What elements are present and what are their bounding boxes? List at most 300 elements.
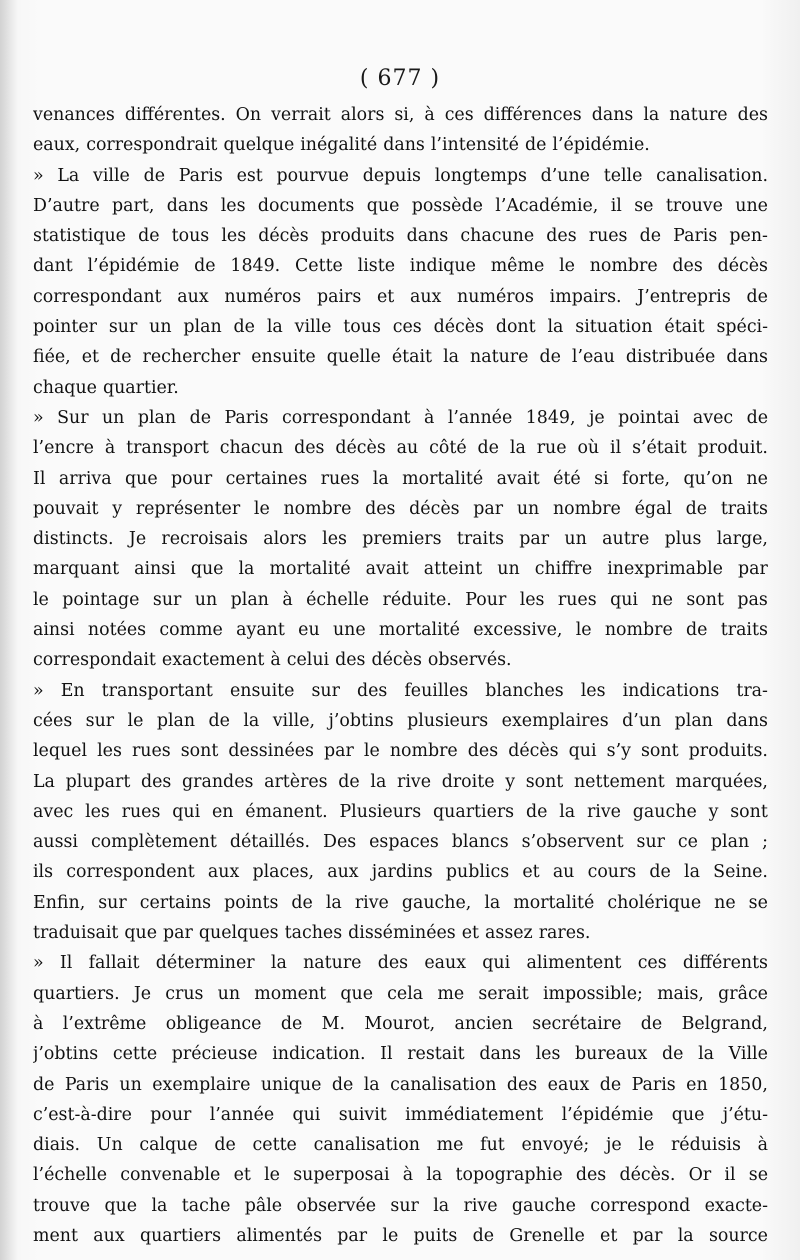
word: de (214, 1135, 236, 1156)
word: rive (463, 1195, 498, 1216)
word: ce (677, 832, 698, 853)
text-line (33, 767, 768, 797)
text-line (33, 100, 768, 130)
word: suivit (338, 1104, 387, 1125)
word: nature (669, 105, 728, 125)
word: qui (568, 741, 597, 762)
text-line (33, 433, 768, 463)
word: situation (575, 317, 653, 338)
word: à (104, 438, 116, 459)
word: le (264, 1165, 280, 1186)
word: » (33, 165, 44, 186)
word: plan (710, 832, 750, 853)
word: topographie (455, 1165, 563, 1186)
word: de (189, 407, 211, 428)
word: décès (508, 741, 559, 762)
word: qui (292, 1104, 321, 1125)
word: en (211, 801, 234, 822)
word: aux (177, 286, 209, 307)
word: j’obtins (33, 1044, 99, 1065)
word: des (335, 650, 366, 671)
word: complètement (90, 832, 217, 853)
word: » (33, 407, 44, 428)
word: arriva (58, 468, 112, 489)
word: Il (33, 468, 46, 489)
word: que (671, 1104, 705, 1125)
word: de (280, 1013, 303, 1034)
word: un (217, 983, 241, 1004)
word: On (235, 105, 262, 125)
word: Cette (294, 256, 343, 277)
word: tache (181, 1195, 231, 1216)
word: sur (108, 317, 138, 338)
word: de (143, 165, 166, 186)
word: exacte- (704, 1195, 768, 1216)
word: de (599, 1074, 622, 1095)
word: avait (496, 468, 540, 489)
word: secrétaire (532, 1013, 622, 1034)
word: différentes. (124, 105, 226, 125)
word: fiée, (33, 347, 71, 368)
word: sont (525, 771, 564, 792)
word: les (97, 741, 122, 762)
word: des (377, 953, 409, 974)
word: la (426, 1165, 443, 1186)
text-line (33, 585, 768, 615)
word: artères (264, 771, 328, 792)
word: et (600, 1225, 618, 1246)
word: par (519, 529, 550, 550)
word: de (661, 1044, 684, 1065)
word: gauche (511, 1195, 576, 1216)
word: part, (112, 195, 155, 216)
word: plan (156, 710, 196, 731)
word: » (33, 680, 44, 701)
text-line (33, 373, 768, 403)
word: il (724, 1165, 736, 1186)
word: observée (296, 1195, 377, 1216)
word: 1849. (230, 256, 281, 277)
word: nature (303, 953, 362, 974)
word: dans (166, 195, 209, 216)
word: à (33, 1013, 44, 1034)
word: la (372, 468, 389, 489)
word: à (757, 1135, 768, 1156)
word: l’encre (33, 438, 94, 459)
word: de (685, 498, 708, 519)
word: des (365, 498, 396, 519)
word: un (101, 407, 125, 428)
word: j’obtins (328, 710, 394, 731)
word: points (224, 892, 279, 913)
word: décès (258, 226, 309, 247)
word: puits (413, 1225, 458, 1246)
word: numéros (224, 286, 302, 307)
word: exemplaires (501, 710, 609, 731)
word: c’est-à-dire (33, 1104, 132, 1125)
word: alimentent (526, 953, 622, 974)
word: les (220, 195, 246, 216)
word: pour (150, 1104, 192, 1125)
text-line (33, 1130, 768, 1160)
word: aux (93, 1225, 125, 1246)
word: pas (737, 589, 768, 610)
word: sur (98, 892, 127, 913)
text-line (33, 403, 768, 433)
word: moment (254, 983, 327, 1004)
word: trouve (33, 1195, 91, 1216)
word: le (253, 498, 270, 519)
word: Grenelle (509, 1225, 585, 1246)
word: si (594, 468, 609, 489)
word: Pour (465, 589, 507, 610)
word: Or (688, 1165, 712, 1186)
word: je (605, 1135, 622, 1156)
word: précieuse (171, 1044, 258, 1065)
word: Il (59, 953, 73, 974)
word: ; (762, 832, 768, 853)
word: sont (730, 801, 768, 822)
text-line (33, 494, 768, 524)
word: le (638, 1135, 655, 1156)
word: à (424, 407, 435, 428)
word: qu’on (683, 468, 733, 489)
word: dessinées (228, 741, 314, 762)
text-line (33, 736, 768, 766)
word: mortalité (269, 559, 351, 580)
word: plupart (65, 771, 131, 792)
word: canalisation (390, 1074, 497, 1095)
word: la (684, 862, 700, 883)
word: assez (485, 923, 533, 944)
word: dans (726, 710, 768, 731)
word: nombre (283, 498, 352, 519)
word: où (577, 438, 600, 459)
word: et (522, 862, 540, 883)
word: observés. (427, 650, 512, 671)
word: aussi (33, 832, 78, 853)
word: dans (591, 105, 634, 125)
word: distribuée (625, 347, 716, 368)
word: le (559, 256, 575, 277)
word: d’un (622, 710, 662, 731)
word: les (322, 529, 347, 550)
word: s’y (606, 741, 631, 762)
word: indication. (272, 1044, 366, 1065)
word: pouvait (33, 498, 99, 519)
word: eaux (424, 953, 467, 974)
word: fallait (88, 953, 140, 974)
word: ville, (272, 710, 316, 731)
word: La (33, 771, 55, 792)
word: ainsi (134, 559, 176, 580)
word: quartiers. (33, 983, 120, 1004)
word: la (325, 892, 342, 913)
word: sont (180, 741, 219, 762)
word: rive (586, 801, 621, 822)
word: est (236, 165, 263, 186)
word: indique (409, 256, 476, 277)
word: lequel (33, 741, 88, 762)
word: la (559, 801, 576, 822)
word: Je (133, 983, 152, 1004)
word: le (575, 620, 592, 641)
word: espaces (369, 832, 439, 853)
word: décès (433, 317, 484, 338)
word: mortalité (378, 620, 460, 641)
word: statistique (33, 226, 126, 247)
word: dans (383, 135, 425, 156)
word: premiers (362, 529, 442, 550)
word: places, (252, 862, 315, 883)
word: quelque (223, 135, 295, 156)
word: de (746, 286, 768, 307)
word: de (138, 226, 160, 247)
word: de (208, 710, 230, 731)
word: mortalité (513, 892, 595, 913)
word: marquant (33, 559, 120, 580)
text-line (33, 251, 768, 281)
word: différences (483, 105, 582, 125)
word: pen- (729, 226, 768, 247)
word: quartier. (102, 377, 179, 398)
word: grandes (182, 771, 254, 792)
text-line (33, 342, 768, 372)
word: longtemps (434, 165, 527, 186)
word: la (243, 710, 260, 731)
word: rues (588, 226, 628, 247)
word: immédiatement (405, 1104, 544, 1125)
word: y (112, 498, 123, 519)
word: décès (409, 498, 460, 519)
word: la (643, 105, 660, 125)
text-line (33, 797, 768, 827)
word: jardins (371, 862, 433, 883)
word: l’échelle (33, 1165, 108, 1186)
word: alors (263, 529, 307, 550)
text-line (33, 524, 768, 554)
word: quartiers (433, 801, 515, 822)
word: se (634, 195, 654, 216)
text-line (33, 827, 768, 857)
word: de (639, 226, 662, 247)
word: nombre (389, 741, 458, 762)
word: publics (445, 862, 510, 883)
word: de (640, 1013, 663, 1034)
word: je (588, 407, 605, 428)
word: spéci- (716, 317, 768, 338)
word: la (433, 1195, 450, 1216)
word: l’Académie, (495, 195, 599, 216)
word: quelques (198, 923, 279, 944)
word: il (610, 438, 622, 459)
word: les (535, 1044, 561, 1065)
word: que (124, 923, 158, 944)
word: transport (126, 438, 209, 459)
word: de (331, 1074, 354, 1095)
word: de (525, 801, 548, 822)
word: et (81, 347, 100, 368)
word: l’année (447, 407, 513, 428)
word: qui (610, 589, 638, 610)
word: Paris (631, 1074, 676, 1095)
word: se (748, 892, 768, 913)
word: plan (674, 710, 713, 731)
word: des (575, 1165, 607, 1186)
word: rive (354, 892, 389, 913)
word: que (125, 468, 158, 489)
word: d’une (540, 165, 590, 186)
word: unique (260, 1074, 322, 1095)
word: la (509, 438, 526, 459)
word: eu (298, 620, 320, 641)
word: calque (139, 1135, 198, 1156)
word: dans (726, 347, 768, 368)
word: verrait (271, 105, 331, 125)
word: quelle (326, 347, 381, 368)
word: un (119, 1074, 142, 1095)
word: aux (409, 286, 442, 307)
word: décès (335, 438, 386, 459)
word: à (402, 1165, 414, 1186)
word: chacun (219, 438, 284, 459)
word: 1850, (718, 1074, 768, 1095)
word: la (266, 317, 283, 338)
word: avec (692, 407, 734, 428)
word: Plusieurs (339, 801, 422, 822)
word: décès (717, 256, 768, 277)
word: une (735, 195, 768, 216)
word: rues (131, 741, 171, 762)
word: ville (93, 165, 130, 186)
word: la (363, 1074, 380, 1095)
word: nature (470, 347, 529, 368)
word: ils (33, 862, 54, 883)
word: droite (441, 771, 495, 792)
word: cours (587, 862, 637, 883)
word: certains (139, 892, 212, 913)
word: produits. (688, 741, 768, 762)
word: l’épidémie. (552, 135, 650, 156)
word: correspondant (282, 407, 411, 428)
word: l’extrême (62, 1013, 147, 1034)
text-line (33, 1221, 768, 1251)
word: la (547, 317, 564, 338)
word: gauche (632, 801, 697, 822)
word: traduisait (33, 923, 119, 944)
word: l’année (209, 1104, 275, 1125)
word: sur (152, 589, 182, 610)
word: par (738, 559, 768, 580)
word: dans (479, 1044, 521, 1065)
word: me (437, 983, 465, 1004)
word: taches (284, 923, 343, 944)
word: exemplaire (152, 1074, 251, 1095)
word: correspond (590, 1195, 691, 1216)
text-line (33, 1191, 768, 1221)
word: et (376, 286, 395, 307)
page-number: ( 677 ) (359, 66, 441, 91)
word: que (366, 195, 400, 216)
word: de (472, 1225, 495, 1246)
word: l’intensité (430, 135, 519, 156)
word: de (649, 862, 671, 883)
word: J’entrepris (637, 286, 731, 307)
word: M. (321, 1013, 345, 1034)
word: pour (171, 468, 213, 489)
word: le (363, 741, 380, 762)
word: de (746, 407, 768, 428)
word: en (686, 1074, 708, 1095)
word: excessive, (473, 620, 563, 641)
word: était (391, 347, 433, 368)
word: à (270, 650, 281, 671)
text-line (33, 282, 768, 312)
word: s’observent (521, 832, 624, 853)
word: de (291, 892, 313, 913)
word: dont (495, 317, 536, 338)
word: de (338, 771, 360, 792)
word: un (194, 589, 218, 610)
word: un (149, 317, 172, 338)
word: des (737, 105, 768, 125)
word: Il (380, 1044, 393, 1065)
word: différents (682, 953, 768, 974)
word: superposai (293, 1165, 390, 1186)
word: fut (480, 1135, 505, 1156)
word: possède (411, 195, 483, 216)
word: avait (365, 559, 409, 580)
word: un (564, 529, 587, 550)
word: serait (478, 983, 529, 1004)
word: émanent. (245, 801, 328, 822)
word: de (33, 1074, 55, 1095)
word: sur (636, 832, 665, 853)
word: côté (429, 438, 467, 459)
word: pâle (244, 1195, 283, 1216)
word: par (337, 1225, 368, 1246)
word: Belgrand, (681, 1013, 768, 1034)
word: avec (33, 801, 74, 822)
word: ville (294, 317, 332, 338)
word: Seine. (713, 862, 768, 883)
word: traits (720, 620, 768, 641)
word: des (141, 771, 172, 792)
word: cholérique (607, 892, 702, 913)
word: rechercher (142, 347, 241, 368)
word: même (490, 256, 545, 277)
word: plusieurs (407, 710, 489, 731)
word: disséminées (348, 923, 456, 944)
text-line (33, 1039, 768, 1069)
word: ne (746, 468, 768, 489)
text-line (33, 645, 768, 675)
word: la (151, 1195, 168, 1216)
word: mais, (657, 983, 704, 1004)
word: obligeance (165, 1013, 262, 1034)
word: par (473, 498, 504, 519)
word: le (33, 589, 49, 610)
word: blanches (485, 680, 564, 701)
word: la (698, 1044, 714, 1065)
word: inexprimable (607, 559, 723, 580)
word: diais. (33, 1135, 81, 1156)
word: Sur (57, 407, 89, 428)
word: alors (340, 105, 385, 125)
word: le (127, 710, 144, 731)
word: l’épidémie (561, 1104, 654, 1125)
word: rues (557, 589, 597, 610)
